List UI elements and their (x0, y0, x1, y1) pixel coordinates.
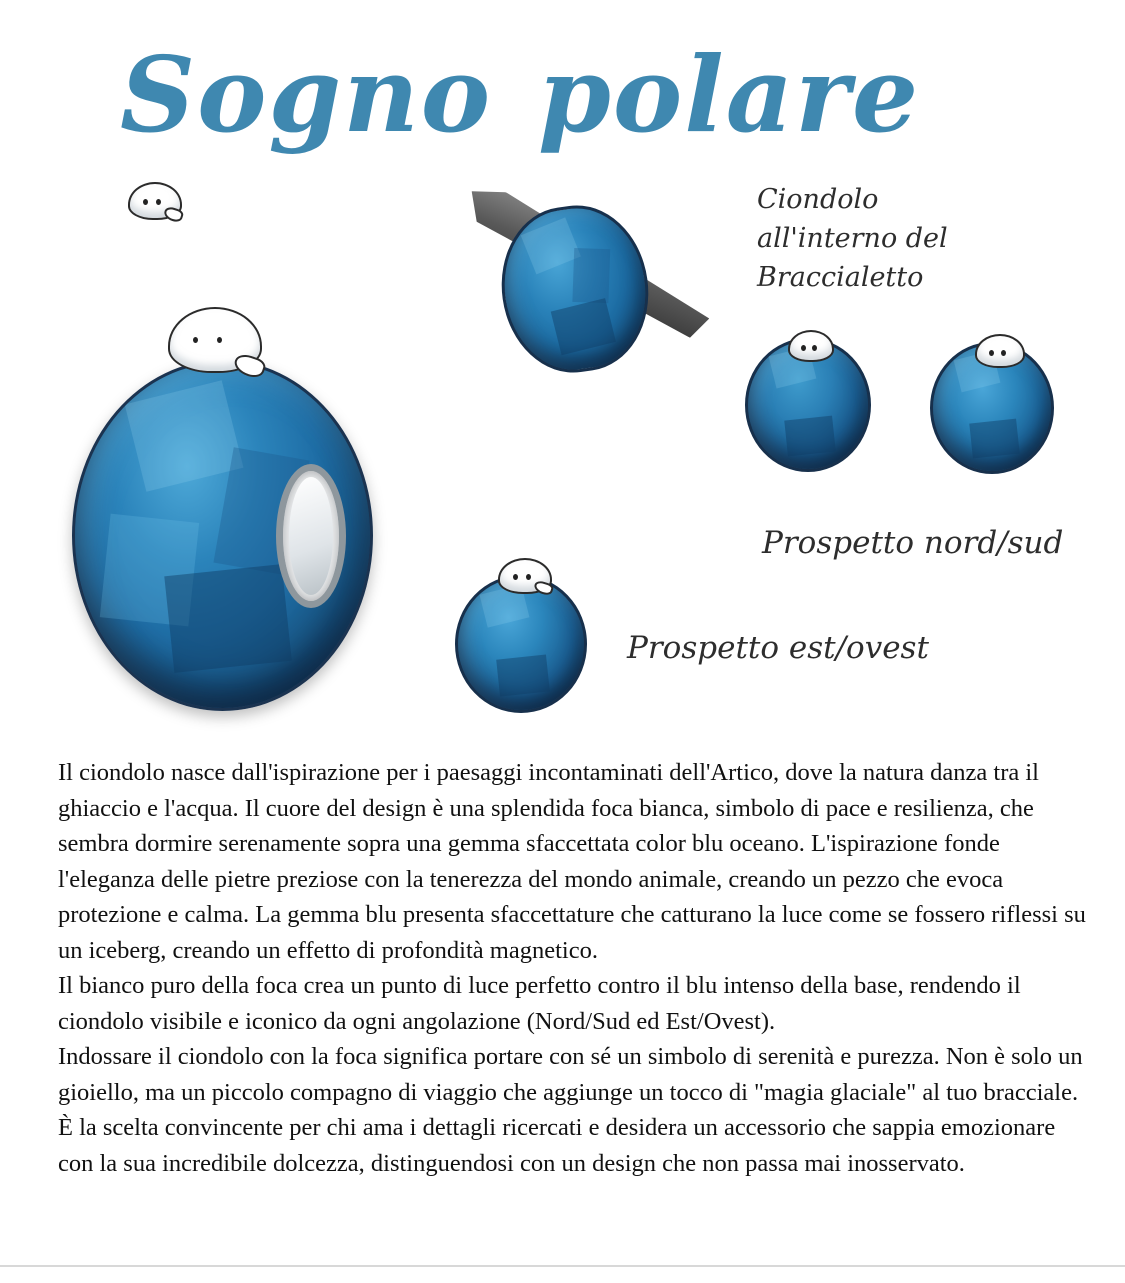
paragraph-1: Il ciondolo nasce dall'ispirazione per i paesaggi incontaminati dell'Artico, dove la natura danza tra il ghiaccio e l'acqua. Il cuore del design è una splendida foca bianca, simbolo di pace e resilienza, che sembra dormire serenamente sopra una gemma sfaccettata color blu oceano. L'ispirazione fonde l'eleganza delle pietre preziose con la tenerezza del mondo animale, creando un pezzo che evoca protezione e calma. La gemma blu presenta sfaccettature che catturano la luce come se fossero riflessi su un iceberg, creando un effetto di profondità magnetico. (58, 759, 1086, 964)
seal-eye-right-icon (1001, 350, 1006, 356)
gem-facet (785, 415, 836, 456)
footer-divider (0, 1265, 1125, 1267)
seal-eye-left-icon (801, 345, 806, 351)
caption-north-south: Prospetto nord/sud (762, 525, 1064, 561)
paragraph-3: Indossare il ciondolo con la foca significa portare con sé un simbolo di serenità e purezza. Non è solo un gioiello, ma un piccolo compagno di viaggio che aggiunge un tocco di "magia glaciale" al tuo bracciale. È la scelta convincente per chi ama i dettagli ricercati e desidera un accessorio che sappia emozionare con la sua incredibile dolcezza, distinguendosi con un design che non passa mai inosservato. (58, 1043, 1083, 1177)
main-gem-illustration (72, 360, 373, 711)
gem-bore-inner (289, 477, 333, 595)
gem-bore-hole (276, 464, 346, 608)
seal-eye-right-icon (812, 345, 817, 351)
seal-icon (168, 307, 262, 373)
seal-icon (975, 334, 1025, 368)
gem-facet (125, 380, 244, 491)
seal-icon (788, 330, 834, 362)
description-text (58, 755, 1088, 1181)
caption-bracelet: Ciondolo all'interno del Braccialetto (757, 184, 948, 293)
seal-eye-right-icon (217, 337, 222, 343)
gem-facet (969, 418, 1020, 458)
seal-eye-left-icon (989, 350, 994, 356)
gem-facet (551, 298, 616, 355)
caption-east-west: Prospetto est/ovest (627, 630, 929, 666)
seal-eye-right-icon (526, 574, 531, 580)
east-west-view-gem (455, 575, 587, 713)
seal-flipper-icon (162, 205, 184, 223)
seal-eye-right-icon (156, 199, 161, 205)
seal-eye-left-icon (513, 574, 518, 580)
gem-facet (165, 564, 292, 672)
seal-icon (498, 558, 552, 594)
seal-eye-left-icon (193, 337, 198, 343)
seal-eye-left-icon (143, 199, 148, 205)
gem-facet (572, 248, 610, 304)
illustration-area (0, 160, 1125, 750)
seal-icon (128, 182, 182, 220)
gem-facet (521, 217, 581, 273)
bracelet-view-illustration (440, 170, 740, 410)
page-title-word-1: Sogno (120, 33, 493, 156)
gem-facet (497, 655, 551, 697)
page-title-word-2: polare (538, 33, 921, 156)
paragraph-2: Il bianco puro della foca crea un punto di luce perfetto contro il blu intenso della base, rendendo il ciondolo visibile e iconico da ogni angolazione (Nord/Sud ed Est/Ovest). (58, 972, 1021, 1035)
page-title (120, 20, 1020, 170)
